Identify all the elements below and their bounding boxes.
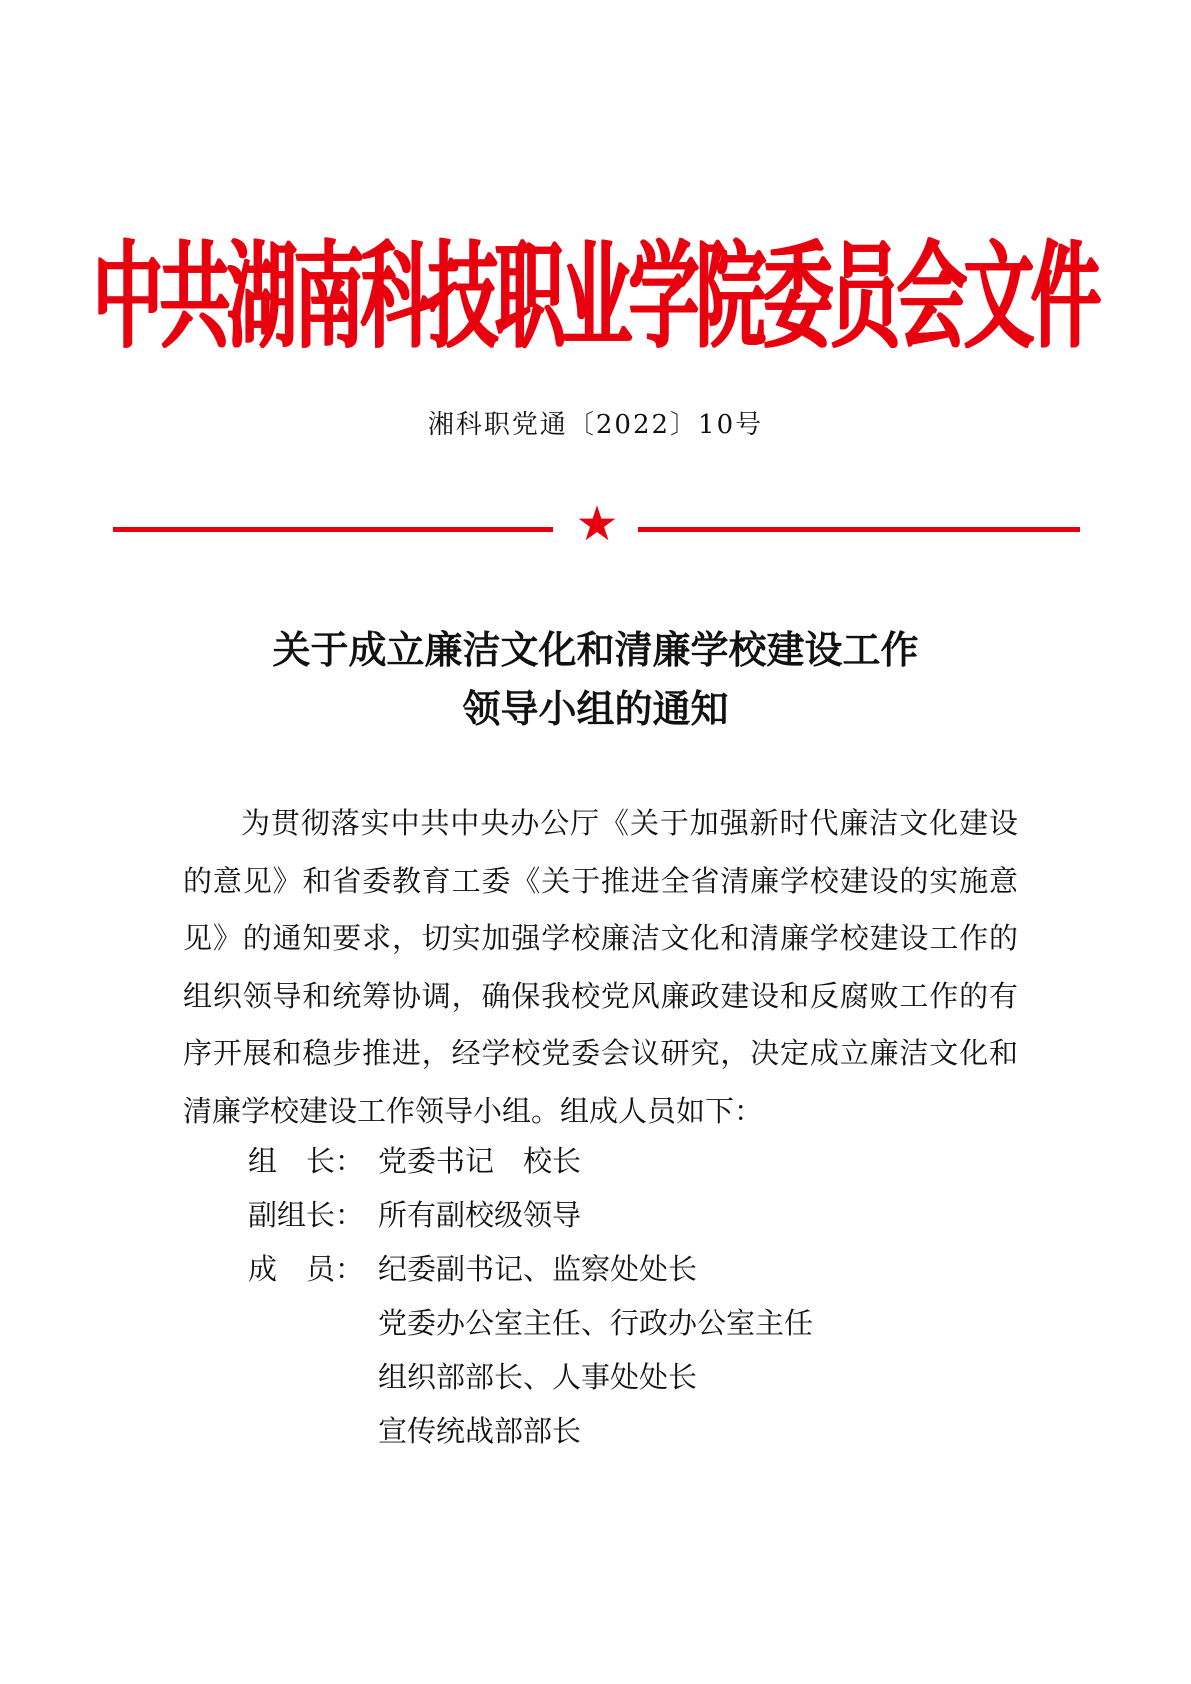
leader-value: 党委书记 校长	[378, 1144, 582, 1178]
deputy-value: 所有副校级领导	[378, 1198, 582, 1232]
document-number: 湘科职党通〔2022〕10号	[427, 410, 764, 440]
star-icon: ★	[575, 496, 619, 552]
body-paragraph: 为贯彻落实中共中央办公厅《关于加强新时代廉洁文化建设的意见》和省委教育工委《关于推进全省清廉学校建设的实施意见》的通知要求，切实加强学校廉洁文化和清廉学校建设工作的组织领导和统筹协调，确保我校党风廉政建设和反腐败工作的有序开展和稳步推进，经学校党委会议研究，决定成立廉洁文化和清廉学校建设工作领导小组。组成人员如下：	[183, 806, 1018, 1128]
member-item: 纪委副书记、监察处处长	[378, 1252, 698, 1286]
document-masthead	[0, 229, 1191, 365]
member-item: 宣传统战部部长	[378, 1414, 582, 1448]
notice-title-line-2: 领导小组的通知	[462, 686, 729, 731]
member-item: 组织部部长、人事处处长	[378, 1360, 698, 1394]
masthead-title: 中共湖南科技职业学院委员会文件	[93, 229, 1098, 365]
leader-label: 组 长：	[248, 1144, 365, 1178]
member-item: 党委办公室主任、行政办公室主任	[378, 1306, 814, 1340]
red-separator-left	[113, 527, 553, 532]
members-label: 成 员：	[248, 1252, 365, 1286]
notice-title-line-1: 关于成立廉洁文化和清廉学校建设工作	[272, 627, 919, 672]
red-separator-right	[638, 527, 1080, 532]
deputy-label: 副组长：	[248, 1198, 365, 1232]
